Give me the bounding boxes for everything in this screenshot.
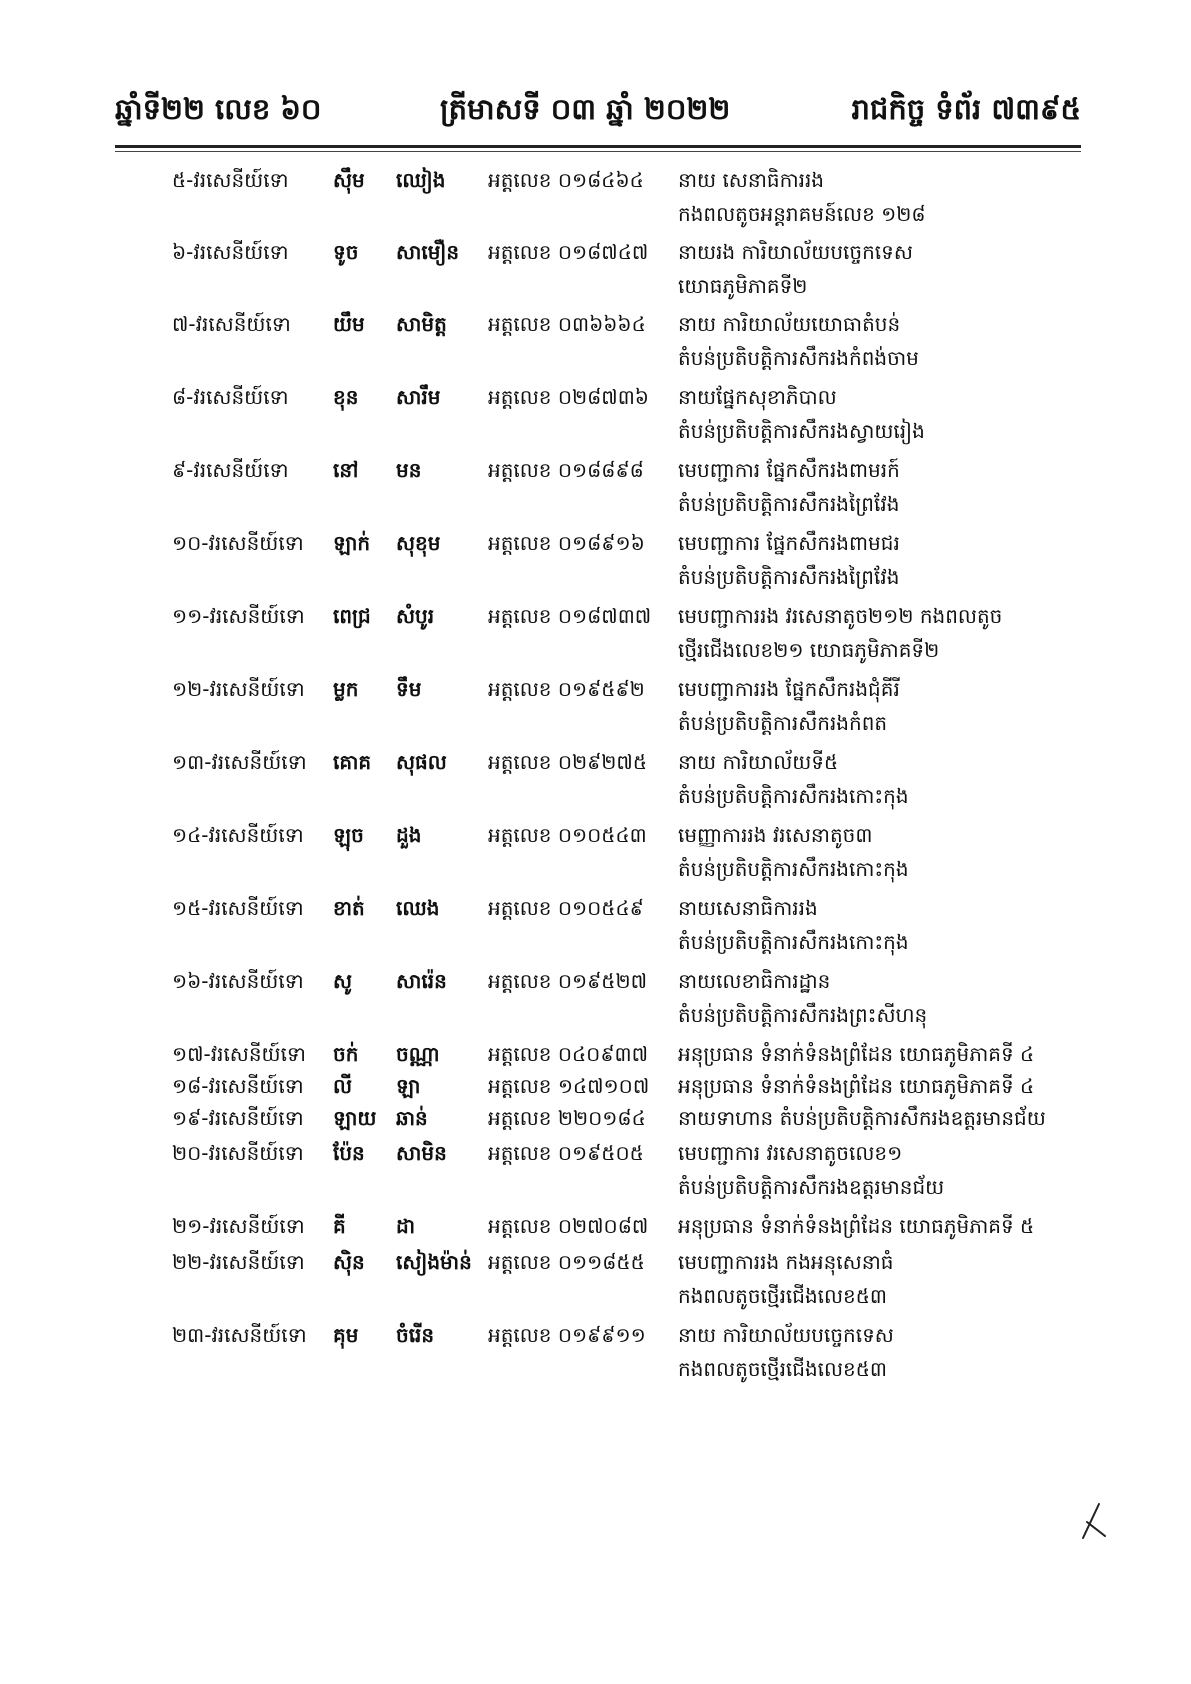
entry-rank: ១៨-វរសេនីយ៍ទោ bbox=[172, 1074, 304, 1098]
entry-id: អត្តលេខ ០៣៦៦៦៤ bbox=[488, 312, 646, 336]
list-item bbox=[0, 891, 1191, 959]
entry-given-name: ឈេង bbox=[396, 896, 440, 920]
entry-rank: ៥-វរសេនីយ៍ទោ bbox=[172, 168, 289, 192]
entry-surname: យឹម bbox=[333, 312, 365, 336]
entry-unit: តំបន់ប្រតិបត្តិការសឹករងព្រៃវែង bbox=[678, 565, 900, 589]
list-item bbox=[0, 818, 1191, 886]
entry-rank: ១២-វរសេនីយ៍ទោ bbox=[172, 677, 305, 701]
entry-given-name: ទឹម bbox=[396, 677, 422, 701]
entry-surname: ប៉ែន bbox=[333, 1141, 365, 1165]
entry-position: នាយទាហាន តំបន់ប្រតិបត្តិការសឹករងឧត្តរមានជ័យ bbox=[678, 1106, 1046, 1130]
entry-position: មេបញ្ជាការរង ផ្នែកសឹករងជុំគីរី bbox=[678, 677, 900, 701]
entry-given-name: សារ៉េន bbox=[396, 969, 447, 993]
entry-rank: ១៦-វរសេនីយ៍ទោ bbox=[172, 969, 304, 993]
entry-position: នាយលេខាធិការដ្ឋាន bbox=[678, 969, 831, 993]
entry-id: អត្តលេខ ០១៨៨៩៨ bbox=[488, 458, 644, 482]
entry-given-name: មន bbox=[396, 458, 422, 482]
entry-surname: ស៊ឹម bbox=[333, 168, 365, 192]
entry-unit: តំបន់ប្រតិបត្តិការសឹករងឧត្តរមានជ័យ bbox=[678, 1175, 945, 1199]
list-item bbox=[0, 1212, 1191, 1241]
entry-rank: ២១-វរសេនីយ៍ទោ bbox=[172, 1214, 305, 1238]
entry-surname: លី bbox=[333, 1074, 353, 1098]
list-item bbox=[0, 1040, 1191, 1069]
entry-rank: ២២-វរសេនីយ៍ទោ bbox=[172, 1250, 305, 1274]
entry-id: អត្តលេខ ០១៨៧៤៧ bbox=[488, 240, 649, 264]
entry-surname: ពេជ្រ bbox=[333, 604, 371, 628]
entry-rank: ៨-វរសេនីយ៍ទោ bbox=[172, 385, 289, 409]
entry-position: នាយ ការិយាល័យទី៥ bbox=[678, 750, 839, 774]
header-page-number: រាជកិច្ច ទំព័រ ៧៣៩៥ bbox=[851, 92, 1081, 126]
entry-surname: ឡាយ bbox=[333, 1106, 377, 1130]
entry-id: អត្តលេខ ០១៩៥២៧ bbox=[488, 969, 647, 993]
entry-surname: ឡុច bbox=[333, 823, 364, 847]
entry-unit: តំបន់ប្រតិបត្តិការសឹករងកោះកុង bbox=[678, 857, 909, 881]
entry-surname: នៅ bbox=[333, 458, 359, 482]
entry-given-name: ចំរើន bbox=[396, 1323, 435, 1347]
entry-rank: ១៩-វរសេនីយ៍ទោ bbox=[172, 1106, 304, 1130]
entry-id: អត្តលេខ ០២៩២៧៥ bbox=[488, 750, 647, 774]
entry-position: អនុប្រធាន ទំនាក់ទំនងព្រំដែន យោធភូមិភាគទី ៥ bbox=[678, 1214, 1035, 1238]
entry-rank: ១៤-វរសេនីយ៍ទោ bbox=[172, 823, 304, 847]
list-item bbox=[0, 307, 1191, 375]
entry-position: នាយផ្នែកសុខាភិបាល bbox=[678, 385, 837, 409]
entry-id: អត្តលេខ ០១៨៧៣៧ bbox=[488, 604, 652, 628]
entry-rank: ១៣-វរសេនីយ៍ទោ bbox=[172, 750, 307, 774]
entry-given-name: សាមិន bbox=[396, 1141, 447, 1165]
entry-surname: សូ bbox=[333, 969, 353, 993]
entry-given-name: ចណ្ណា bbox=[396, 1042, 440, 1066]
entry-position: មេបញ្ជាការ ផ្នែកសឹករងពាមរក៍ bbox=[678, 458, 900, 482]
header-rule-thin bbox=[115, 151, 1081, 152]
list-item bbox=[0, 453, 1191, 521]
entry-id: អត្តលេខ ០៤០៩៣៧ bbox=[488, 1042, 648, 1066]
header-quarter: ត្រីមាសទី ០៣ ឆ្នាំ ២០២២ bbox=[440, 92, 731, 126]
list-item bbox=[0, 1104, 1191, 1133]
entry-id: អត្តលេខ ០១៩៥៩២ bbox=[488, 677, 645, 701]
entry-id: អត្តលេខ ០១៩៥០៥ bbox=[488, 1141, 644, 1165]
entry-unit: កងពលតូចថ្មើរជើងលេខ៥៣ bbox=[678, 1357, 887, 1381]
entry-id: អត្តលេខ ០១៨៩១៦ bbox=[488, 531, 645, 555]
entry-id: អត្តលេខ ០១១៨៥៥ bbox=[488, 1250, 645, 1274]
entry-position: មេបញ្ជាការរង កងអនុសេនាធំ bbox=[678, 1250, 894, 1274]
entry-surname: គី bbox=[333, 1214, 346, 1238]
entry-surname: ទូច bbox=[333, 240, 359, 264]
entry-rank: ១៧-វរសេនីយ៍ទោ bbox=[172, 1042, 306, 1066]
entry-position: នាយរង ការិយាល័យបច្ចេកទេស bbox=[678, 240, 913, 264]
entry-given-name: សារឹម bbox=[396, 385, 441, 409]
entry-id: អត្តលេខ ០១៩៩១១ bbox=[488, 1323, 646, 1347]
entry-unit: តំបន់ប្រតិបត្តិការសឹករងកោះកុង bbox=[678, 930, 909, 954]
entry-given-name: សុផល bbox=[396, 750, 447, 774]
page-header bbox=[115, 92, 1081, 142]
entry-unit: តំបន់ប្រតិបត្តិការសឹករងកំពង់ចាម bbox=[678, 346, 919, 370]
entry-rank: ១០-វរសេនីយ៍ទោ bbox=[172, 531, 304, 555]
entry-position: មេបញ្ជាការរង វរសេនាតូច២១២ កងពលតូច bbox=[678, 604, 1003, 628]
entry-unit: តំបន់ប្រតិបត្តិការសឹករងកំពត bbox=[678, 711, 888, 735]
entry-id: អត្តលេខ ០១០៥៤៩ bbox=[488, 896, 644, 920]
entry-rank: ១១-វរសេនីយ៍ទោ bbox=[172, 604, 305, 628]
list-item bbox=[0, 1072, 1191, 1101]
entry-id: អត្តលេខ ២២០១៨៤ bbox=[488, 1106, 646, 1130]
entry-surname: គោគ bbox=[333, 750, 372, 774]
entry-rank: ១៥-វរសេនីយ៍ទោ bbox=[172, 896, 304, 920]
entry-position: អនុប្រធាន ទំនាក់ទំនងព្រំដែន យោធភូមិភាគទី ៤ bbox=[678, 1042, 1035, 1066]
entry-given-name: សៀងម៉ាន់ bbox=[396, 1250, 472, 1274]
entry-surname: ខុន bbox=[333, 385, 359, 409]
entry-given-name: ឈៀង bbox=[396, 168, 446, 192]
list-item bbox=[0, 1318, 1191, 1386]
entry-position: មេបញ្ជាការ ផ្នែកសឹករងពាមជរ bbox=[678, 531, 900, 555]
entry-unit: តំបន់ប្រតិបត្តិការសឹករងព្រះសីហនុ bbox=[678, 1003, 928, 1027]
list-item bbox=[0, 672, 1191, 740]
entry-rank: ២៣-វរសេនីយ៍ទោ bbox=[172, 1323, 307, 1347]
list-item bbox=[0, 745, 1191, 813]
entry-rank: ៧-វរសេនីយ៍ទោ bbox=[172, 312, 291, 336]
header-rule-thick bbox=[115, 145, 1081, 148]
handwritten-initial-mark bbox=[1079, 1500, 1109, 1540]
entry-given-name: ឆាន់ bbox=[396, 1106, 428, 1130]
entry-rank: ៦-វរសេនីយ៍ទោ bbox=[172, 240, 289, 264]
entry-surname: ចក់ bbox=[333, 1042, 359, 1066]
list-item bbox=[0, 1136, 1191, 1204]
entry-position: នាយ ការិយាល័យបច្ចេកទេស bbox=[678, 1323, 894, 1347]
header-issue: ឆ្នាំទី២២ លេខ ៦០ bbox=[115, 92, 322, 126]
entry-position: អនុប្រធាន ទំនាក់ទំនងព្រំដែន យោធភូមិភាគទី ៤ bbox=[678, 1074, 1035, 1098]
entry-id: អត្តលេខ ០១៨៤៦៤ bbox=[488, 168, 644, 192]
entry-rank: ២០-វរសេនីយ៍ទោ bbox=[172, 1141, 304, 1165]
entry-position: មេញ្ញាការរង វរសេនាតូច៣ bbox=[678, 823, 873, 847]
list-item bbox=[0, 599, 1191, 667]
entry-given-name: សាមឿន bbox=[396, 240, 460, 264]
entry-given-name: ដា bbox=[396, 1214, 416, 1238]
entry-unit: ថ្មើរជើងលេខ២១ យោធភូមិភាគទី២ bbox=[678, 638, 940, 662]
entry-surname: ឡាក់ bbox=[333, 531, 371, 555]
list-item bbox=[0, 526, 1191, 594]
entry-id: អត្តលេខ ១៤៧១០៧ bbox=[488, 1074, 650, 1098]
list-item bbox=[0, 163, 1191, 231]
entry-rank: ៩-វរសេនីយ៍ទោ bbox=[172, 458, 289, 482]
entry-given-name: សំបូរ bbox=[396, 604, 435, 628]
entry-given-name: ឡា bbox=[396, 1074, 421, 1098]
list-item bbox=[0, 1245, 1191, 1313]
entry-given-name: សុខុម bbox=[396, 531, 441, 555]
entry-position: មេបញ្ជាការ វរសេនាតូចលេខ១ bbox=[678, 1141, 903, 1165]
list-item bbox=[0, 235, 1191, 303]
entry-given-name: ដួង bbox=[396, 823, 422, 847]
entry-unit: កងពលតូចអន្តរាគមន៍លេខ ១២៨ bbox=[678, 202, 926, 226]
entry-unit: តំបន់ប្រតិបត្តិការសឹករងស្វាយរៀង bbox=[678, 419, 925, 443]
entry-given-name: សាមិត្ត bbox=[396, 312, 447, 336]
entry-unit: កងពលតូចថ្មើរជើងលេខ៥៣ bbox=[678, 1284, 887, 1308]
entry-surname: គុម bbox=[333, 1323, 359, 1347]
entry-surname: ម្លក bbox=[333, 677, 359, 701]
entry-unit: តំបន់ប្រតិបត្តិការសឹករងកោះកុង bbox=[678, 784, 909, 808]
entry-unit: យោធភូមិភាគទី២ bbox=[678, 274, 808, 298]
entry-position: នាយ ការិយាល័យយោធាតំបន់ bbox=[678, 312, 901, 336]
entry-position: នាយសេនាធិការរង bbox=[678, 896, 818, 920]
list-item bbox=[0, 964, 1191, 1032]
entry-position: នាយ សេនាធិការរង bbox=[678, 168, 825, 192]
entry-surname: ស៊ិន bbox=[333, 1250, 365, 1274]
entry-unit: តំបន់ប្រតិបត្តិការសឹករងព្រៃវែង bbox=[678, 492, 900, 516]
entry-id: អត្តលេខ ០១០៥៤៣ bbox=[488, 823, 647, 847]
entry-id: អត្តលេខ ០២៨៧៣៦ bbox=[488, 385, 649, 409]
entry-id: អត្តលេខ ០២៧០៨៧ bbox=[488, 1214, 649, 1238]
list-item bbox=[0, 380, 1191, 448]
entry-surname: ខាត់ bbox=[333, 896, 365, 920]
